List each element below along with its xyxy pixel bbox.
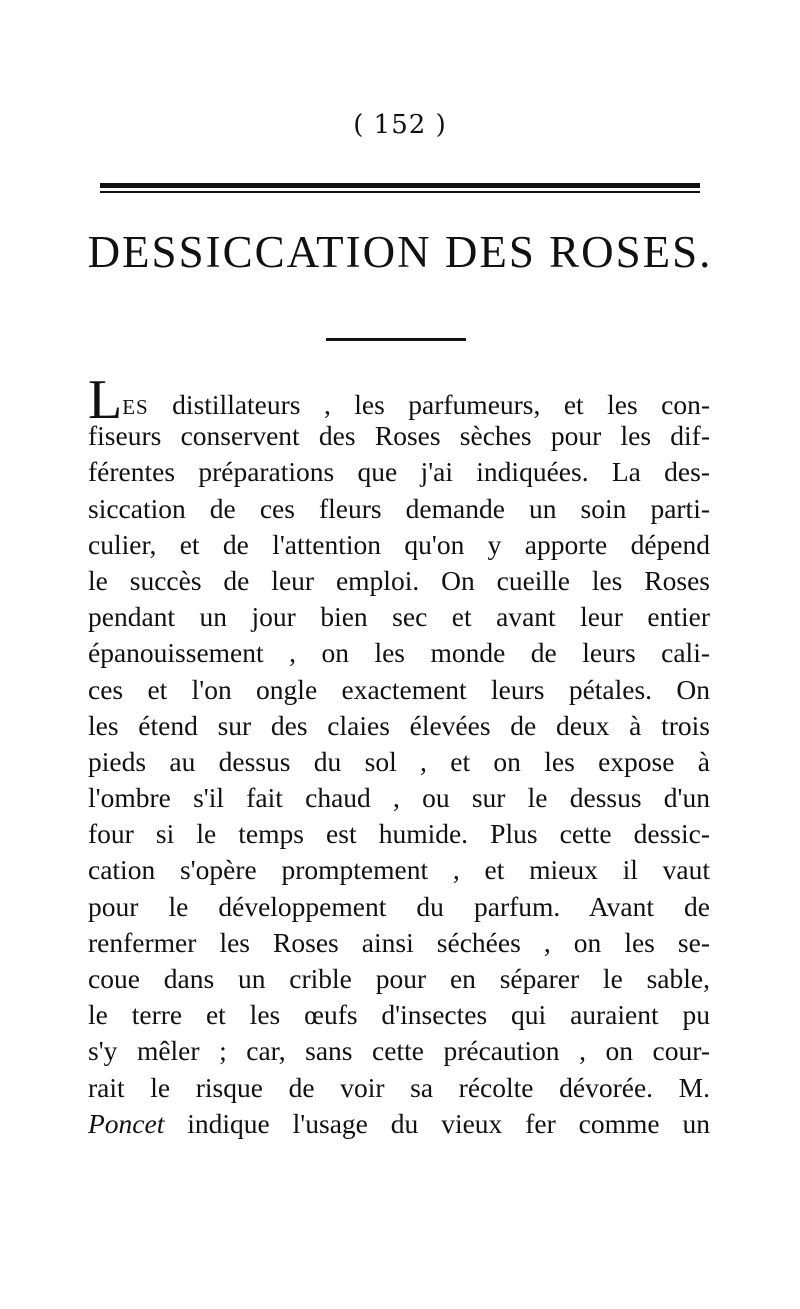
title-separator-rule bbox=[326, 338, 466, 341]
text-line: ces et l'on ongle exactement leurs pétales. On bbox=[88, 673, 710, 705]
body-lines bbox=[88, 418, 710, 1106]
text-line: fiseurs conservent des Roses sèches pour les dif- bbox=[88, 420, 710, 452]
text-line-last bbox=[88, 1106, 710, 1142]
text-line: les étend sur des claies élevées de deux à trois bbox=[88, 709, 710, 741]
text-line: s'y mêler ; car, sans cette précaution , on cour- bbox=[88, 1035, 710, 1067]
text-line: le succès de leur emploi. On cueille les Roses bbox=[88, 564, 710, 596]
text-line: férentes préparations que j'ai indiquées. La des- bbox=[88, 456, 710, 488]
text-line: pour le développement du parfum. Avant de bbox=[88, 890, 710, 922]
page-number: ( 152 ) bbox=[353, 110, 447, 140]
text-line: coue dans un crible pour en séparer le sable, bbox=[88, 963, 710, 994]
text-line: pendant un jour bien sec et avant leur entier bbox=[88, 601, 710, 633]
text-line: l'ombre s'il fait chaud , ou sur le dessus d'un bbox=[88, 782, 710, 814]
text-line: siccation de ces fleurs demande un soin parti- bbox=[88, 492, 710, 524]
text-line: culier, et de l'attention qu'on y apporte dépend bbox=[88, 528, 710, 560]
first-word-small-caps: ES bbox=[122, 395, 149, 419]
text-line: épanouissement , on les monde de leurs cali- bbox=[88, 637, 710, 669]
first-line-text: distillateurs , les parfumeurs, et les con- bbox=[148, 389, 710, 420]
text-line: four si le temps est humide. Plus cette dessic- bbox=[88, 818, 710, 850]
chapter-title: DESSICCATION DES ROSES. bbox=[87, 227, 713, 277]
header-rule-thick bbox=[100, 183, 700, 188]
text-line: rait le risque de voir sa récolte dévorée. M. bbox=[88, 1071, 710, 1103]
text-line: cation s'opère promptement , et mieux il vaut bbox=[88, 854, 710, 886]
text-line: renfermer les Roses ainsi séchées , on les se- bbox=[88, 926, 710, 958]
text-line-first bbox=[88, 369, 710, 431]
drop-cap: L bbox=[88, 369, 123, 431]
text-line: pieds au dessus du sol , et on les expose à bbox=[88, 745, 710, 777]
body-text bbox=[88, 369, 710, 1142]
text-line: le terre et les œufs d'insectes qui auraient pu bbox=[88, 999, 710, 1031]
last-line-text: indique l'usage du vieux fer comme un bbox=[164, 1107, 710, 1139]
author-name-italic: Poncet bbox=[88, 1107, 165, 1139]
header-rule-thin bbox=[100, 191, 700, 193]
